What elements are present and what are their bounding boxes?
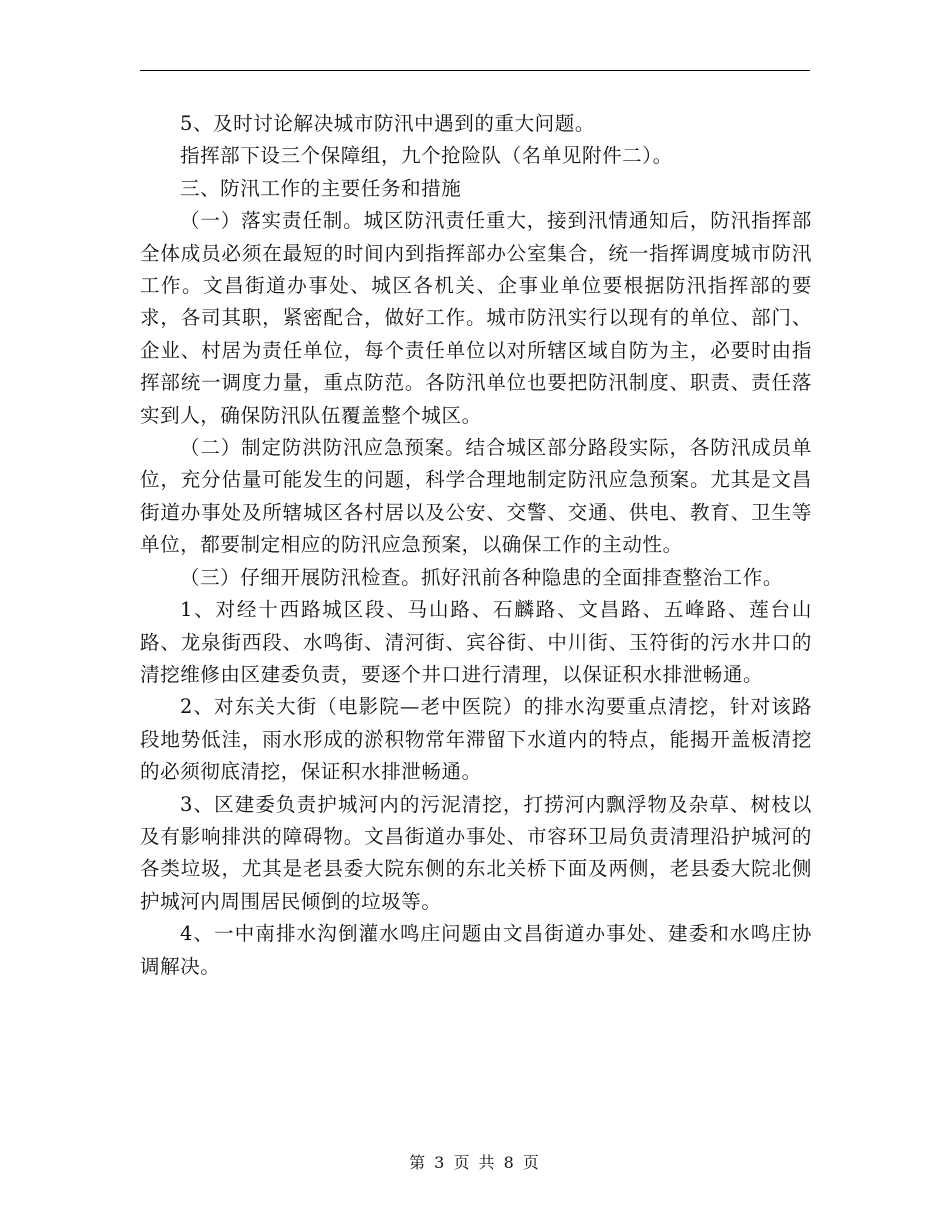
paragraph-emergency-plan: （二）制定防洪防汛应急预案。结合城区部分路段实际，各防汛成员单位，充分估量可能发生的问题，科学合理地制定防汛应急预案。尤其是文昌街道办事处及所辖城区各村居以及公安、交警、交通、供电、教育、卫生等单位，都要制定相应的防汛应急预案，以确保工作的主动性。 xyxy=(140,436,812,557)
document-body xyxy=(140,108,812,983)
paragraph-inspection: （三）仔细开展防汛检查。抓好汛前各种隐患的全面排查整治工作。 xyxy=(179,565,783,589)
section-heading-3: 三、防汛工作的主要任务和措施 xyxy=(179,176,462,200)
paragraph-item-4: 4、一中南排水沟倒灌水鸣庄问题由文昌街道办事处、建委和水鸣庄协调解决。 xyxy=(140,922,812,978)
paragraph-item-3: 3、区建委负责护城河内的污泥清挖，打捞河内飘浮物及杂草、树枝以及有影响排洪的障碍物。文昌街道办事处、市容环卫局负责清理沿护城河的各类垃圾，尤其是老县委大院东侧的东北关桥下面及两侧，老县委大院北侧护城河内周围居民倾倒的垃圾等。 xyxy=(140,792,812,913)
page-footer: 第 3 页 共 8 页 xyxy=(409,1153,541,1172)
header-rule xyxy=(140,70,810,71)
paragraph-item-1: 1、对经十西路城区段、马山路、石麟路、文昌路、五峰路、莲台山路、龙泉街西段、水鸣街、清河街、宾谷街、中川街、玉符街的污水井口的清挖维修由区建委负责，要逐个井口进行清理，以保证积水排泄畅通。 xyxy=(140,598,812,686)
paragraph-responsibility: （一）落实责任制。城区防汛责任重大，接到汛情通知后，防汛指挥部全体成员必须在最短的时间内到指挥部办公室集合，统一指挥调度城市防汛工作。文昌街道办事处、城区各机关、企事业单位要根据防汛指挥部的要求，各司其职，紧密配合，做好工作。城市防汛实行以现有的单位、部门、企业、村居为责任单位，每个责任单位以对所辖区域自防为主，必要时由指挥部统一调度力量，重点防范。各防汛单位也要把防汛制度、职责、责任落实到人，确保防汛队伍覆盖整个城区。 xyxy=(140,209,812,427)
paragraph-command-groups: 指挥部下设三个保障组，九个抢险队（名单见附件二）。 xyxy=(179,144,673,168)
paragraph-item-5: 5、及时讨论解决城市防汛中遇到的重大问题。 xyxy=(179,112,595,135)
paragraph-item-2: 2、对东关大街（电影院—老中医院）的排水沟要重点清挖，针对该路段地势低洼，雨水形成的淤积物常年滞留下水道内的特点，能揭开盖板清挖的必须彻底清挖，保证积水排泄畅通。 xyxy=(140,695,812,784)
